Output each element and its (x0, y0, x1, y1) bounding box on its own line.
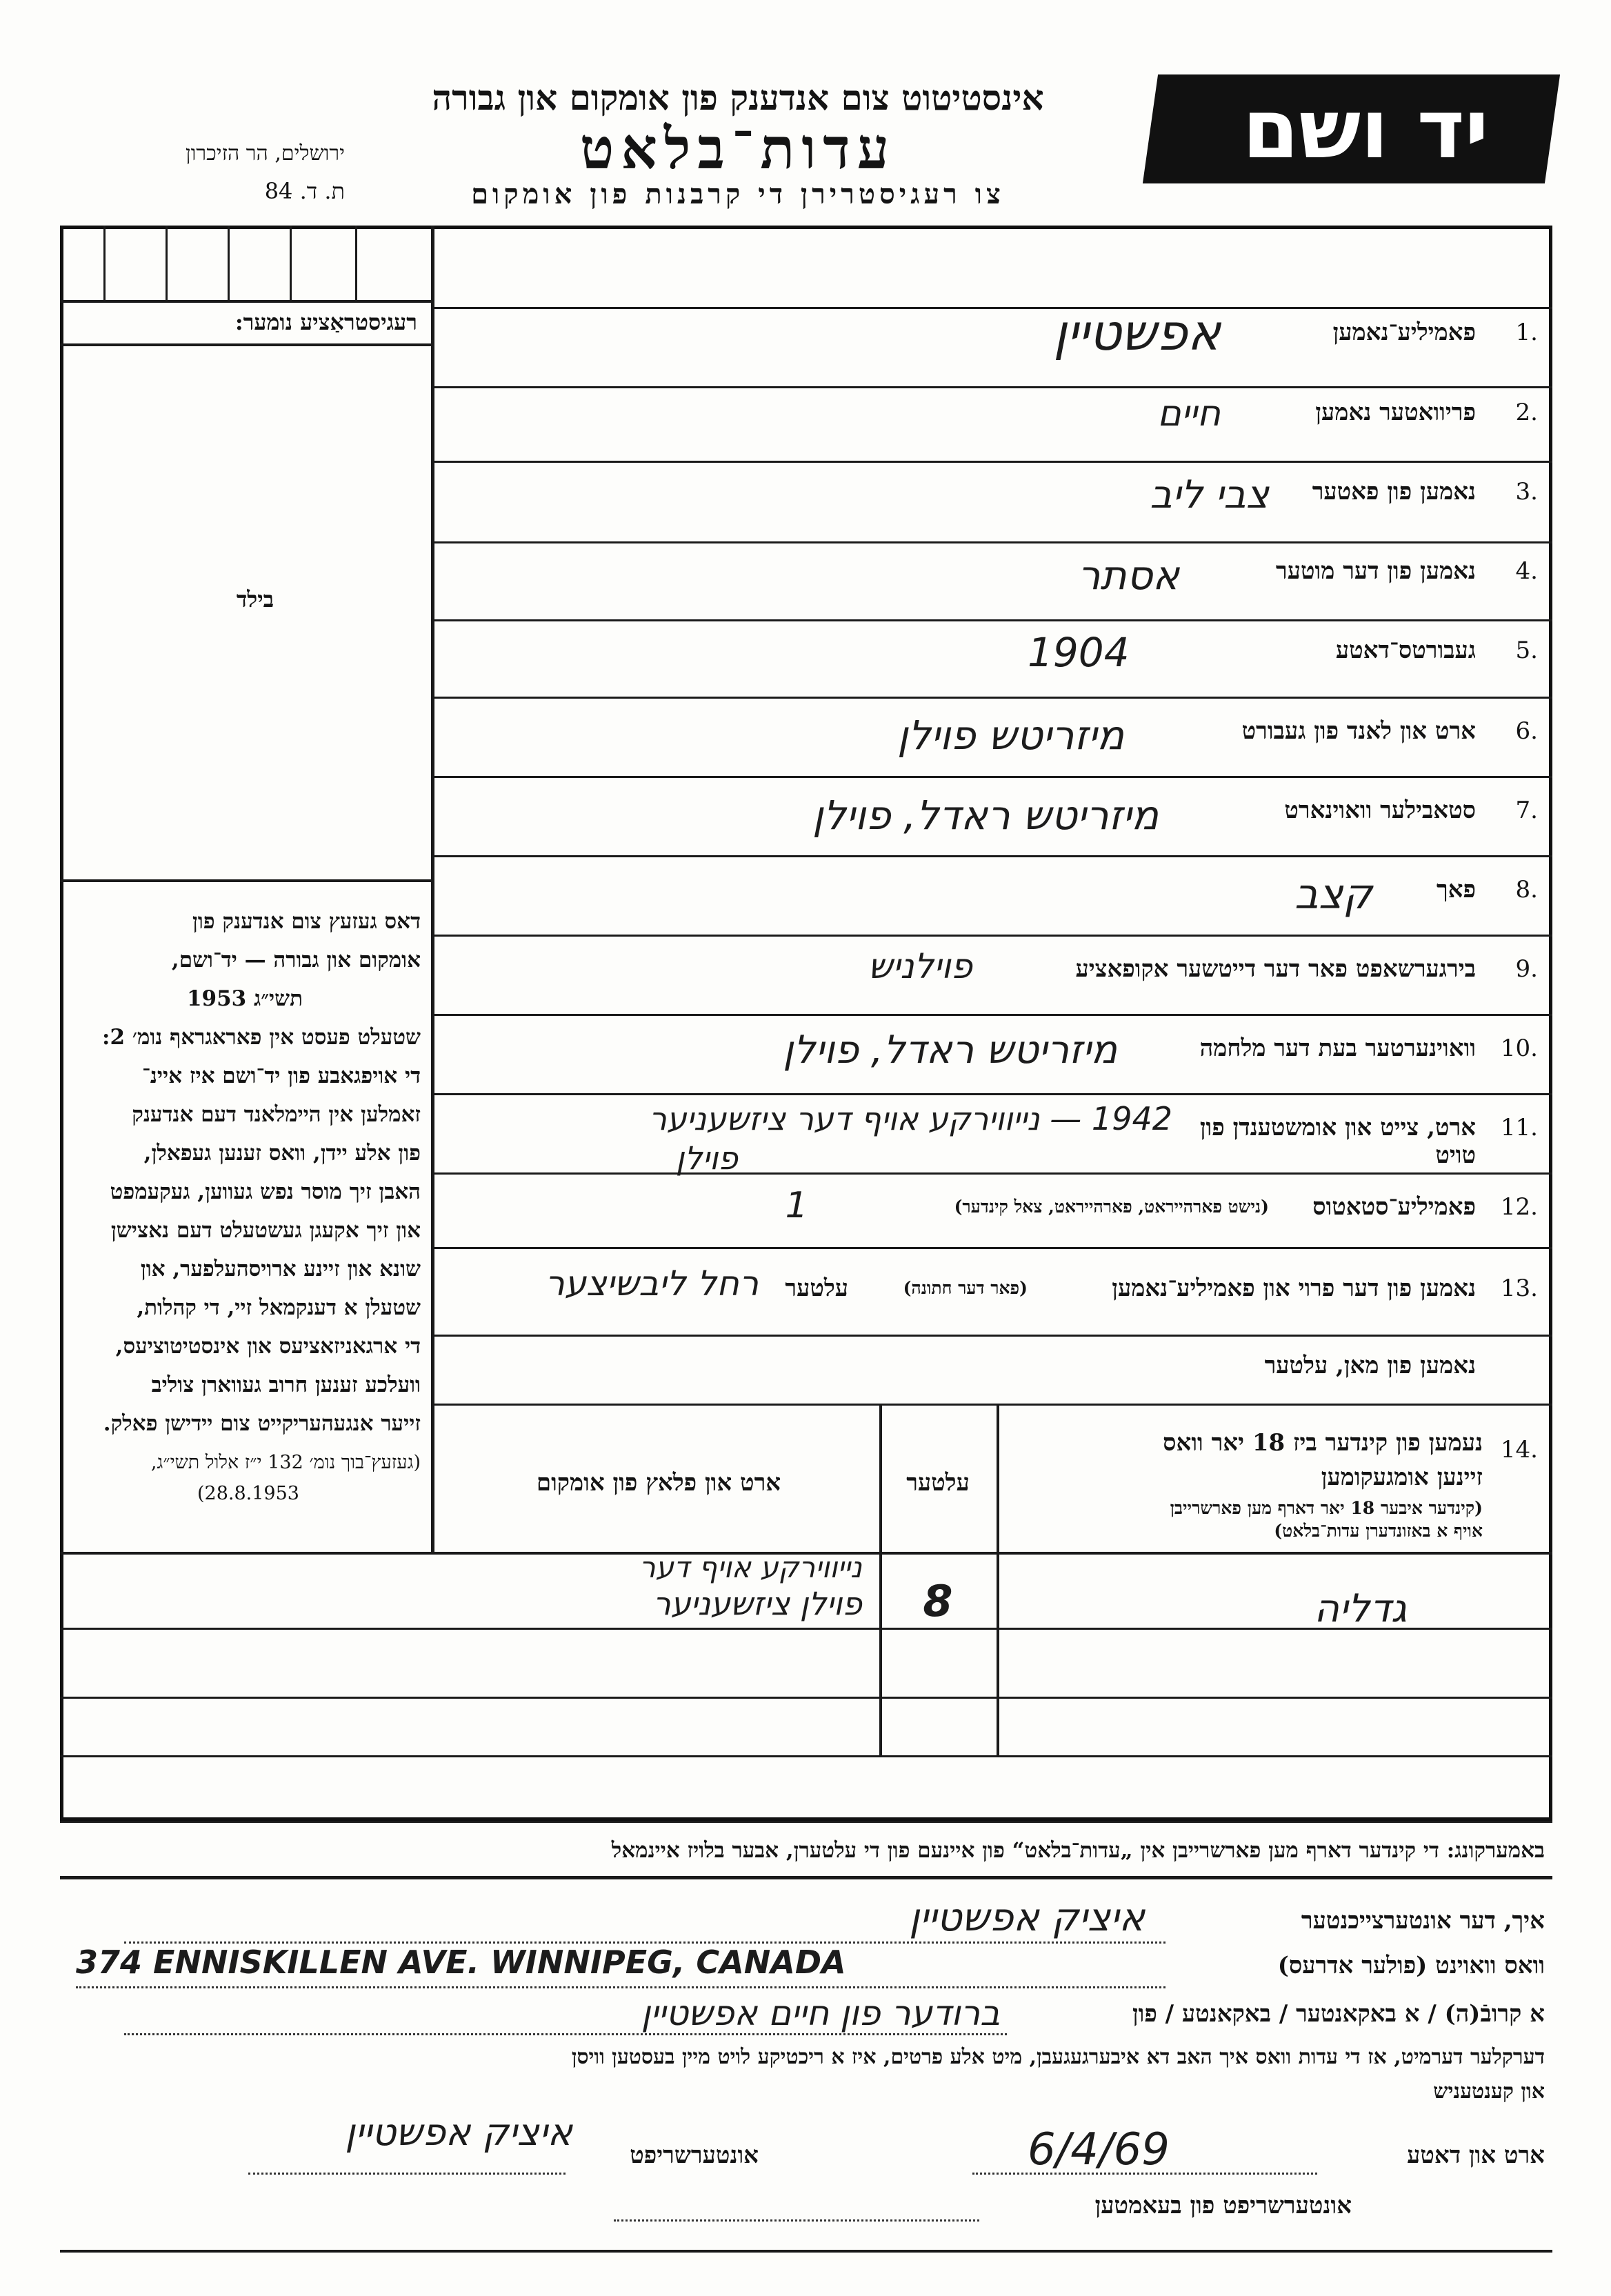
law-line: און זיך אקעגן געשטעלט דעם נאצישן (110, 1218, 421, 1243)
official-signature-label: אונטערשריפט פון בעאמטען (1094, 2192, 1352, 2219)
field-label-wife-name: נאמען פון דער פרוי און פאמיליע־נאמען (1112, 1275, 1476, 1302)
declarant-address-dots (76, 1986, 1165, 1988)
children-header-names-2: זיינען אומגעקומען (1321, 1464, 1483, 1491)
field-label-first-name: פריוואטער נאמען (1315, 399, 1476, 426)
law-line: זאמלען אין היימלאנד דעם אנדענק (132, 1102, 421, 1127)
field-value-profession[interactable]: קצב (1294, 870, 1372, 919)
reg-box-div (166, 226, 168, 300)
children-header-names: נעמען פון קינדער ביז 18 יאר וואס (1163, 1429, 1483, 1457)
field-label-profession: פאך (1436, 876, 1476, 904)
law-reference: (געזעץ־בוך נומ׳ 132 י״ז אלול תשי״ג, (150, 1452, 421, 1473)
children-header-age: עלטער (906, 1469, 970, 1497)
law-line: אומקום און גבורה — יד־ושם, (171, 948, 421, 972)
photo-label: בילד (236, 586, 274, 612)
signature-label: אונטערשריפט (630, 2142, 759, 2169)
yad-vashem-logo: יד ושם (1242, 81, 1489, 177)
field-number: 3. (1515, 478, 1538, 506)
photo-box-bottom (60, 879, 432, 882)
field-number: 2. (1515, 399, 1538, 426)
field-value-family-name[interactable]: אפשטיין (1053, 303, 1221, 361)
row-line (434, 697, 1552, 699)
field-number: 13. (1500, 1275, 1538, 1302)
declarant-relation-label: א קרובֿ(ה) / א באקאנטער / באקאנטע / פון (1132, 2000, 1545, 2028)
place-date-value[interactable]: 6/4/69 (1028, 2124, 1170, 2175)
field-label-husband-name: נאמען פון מאן, עלטער (1264, 1352, 1476, 1379)
row-line (434, 776, 1552, 778)
children-header-note: (קינדער איבער 18 יאר דארף מען פארשרייבן (1170, 1498, 1483, 1518)
field-note-wife-name: (פאר דער חתונה) (903, 1278, 1028, 1298)
page-title: עדות־בלאט (579, 116, 897, 182)
law-line: שטעלן א דענקמאל זיי, די קהלות, (137, 1295, 421, 1320)
field-note-family-status: (נישט פארהייראט, פארהייראט, צאל קינדער) (954, 1197, 1269, 1217)
registration-number-label: רעגיסטראַציע נומער: (234, 309, 417, 335)
declarant-relation[interactable]: ברודער פון חיים אפשטיין (641, 1993, 1000, 2033)
field-number: 14. (1500, 1436, 1538, 1464)
row-line (434, 935, 1552, 937)
field-label-citizenship: בירגערשאפט פאר דער דייטשער אקופאציע (1075, 955, 1476, 983)
law-line: האבן זיך מוסר נפש געווען, געקעמפט (110, 1179, 421, 1204)
declarant-address[interactable]: 374 ENNISKILLEN AVE. WINNIPEG, CANADA (76, 1944, 846, 1981)
form-bottom-border (60, 2250, 1552, 2253)
field-value-wartime-residence[interactable]: מיזריטש ראדל, פוילן (783, 1028, 1117, 1072)
child-name[interactable]: גדליה (1314, 1586, 1407, 1631)
place-date-label: ארט און דאטע (1407, 2142, 1545, 2169)
field-label-birthplace: ארט און לאנד פון געבורט (1241, 717, 1476, 745)
field-number: 7. (1515, 797, 1538, 824)
remark-top-line (60, 1821, 1552, 1823)
reg-box-div (290, 226, 292, 300)
field-label-residence: סטאבילער וואוינארט (1284, 797, 1476, 824)
law-line: די אויפגאבע פון יד־ושם איז איינ־ (141, 1064, 421, 1088)
declarant-relation-dots (124, 2033, 1007, 2035)
city-address: ירושלים, הר הזיכרון (186, 141, 345, 166)
field-value-father-name[interactable]: צבי ליב (1150, 472, 1269, 517)
declarant-name[interactable]: איציק אפשטיין (909, 1895, 1145, 1940)
children-header-place: ארט און פלאץ פון אומקום (536, 1469, 781, 1497)
table-col-divider (879, 1404, 882, 1755)
row-line (434, 1093, 1552, 1095)
law-line: וועלכע זענען חרוב געווארן צוליב (151, 1372, 421, 1397)
law-line: די ארגאניזאציעס און אינסטיטוציעס, (115, 1334, 421, 1359)
row-line (434, 855, 1552, 857)
field-value-citizenship[interactable]: פוילניש (868, 946, 972, 986)
law-line: פון אלע יידן, וואס זענען געפאלן, (143, 1141, 421, 1166)
row-line (434, 1014, 1552, 1016)
reg-box-div (355, 226, 357, 300)
table-col-divider (997, 1404, 999, 1755)
child-death-place-2[interactable]: פוילן ציזשעניער (652, 1585, 862, 1622)
reg-label-bottom (60, 343, 432, 346)
field-label-family-name: פאמיליע־נאמען (1332, 319, 1476, 346)
law-line: זייער אנגעהעריקייט צום יידישן פאלק. (103, 1411, 421, 1436)
field-label-father-name: נאמען פון פאטער (1312, 478, 1476, 506)
field-label-family-status: פאמיליע־סטאטוס (1312, 1193, 1476, 1221)
children-header-note-2: אויף א באזונדערן עדות־בלאט) (1274, 1521, 1483, 1541)
remark-bottom-line (60, 1876, 1552, 1879)
field-number: 5. (1515, 637, 1538, 664)
reg-box-div (228, 226, 230, 300)
field-label-death-circumstances: ארט, צייט און אומשטענדן פון טויט (1199, 1114, 1476, 1169)
row-line (434, 1247, 1552, 1249)
field-number: 6. (1515, 717, 1538, 745)
table-row-line (60, 1697, 1552, 1699)
declaration-text: דערקלער דערמיט, אז די עדות וואס איך האב דא איבערגעגעבן, מיט אלע פרטים, איז א ריכטיקע לויט מיין בעסטען וויסן (571, 2045, 1545, 2069)
signature-value[interactable]: איציק אפשטיין (345, 2110, 572, 2154)
official-signature-dots (614, 2219, 979, 2222)
remark-text: באמערקונג: די קינדער דארף מען פארשרייבן אין „עדות־בלאט“ פון איינעם פון די עלטערן, אבער בלויז איינמאל (611, 1838, 1545, 1863)
declaration-text-2: און קענטעניש (1433, 2079, 1545, 2104)
field-number: 1. (1515, 319, 1538, 346)
reg-box-div (103, 226, 106, 300)
field-label-birth-date: געבורטס־דאטע (1335, 637, 1476, 664)
field-number: 8. (1515, 876, 1538, 904)
table-row-line (60, 1755, 1552, 1757)
field-label-wartime-residence: וואוינערטער בעת דער מלחמה (1199, 1035, 1476, 1062)
field-value-residence[interactable]: מיזריטש ראדל, פוילן (812, 792, 1159, 839)
field-value-wife-name[interactable]: רחל ליבשיצער (545, 1264, 759, 1304)
row-line (434, 386, 1552, 388)
field-value-birth-date[interactable]: 1904 (1028, 629, 1130, 676)
field-label-mother-name: נאמען פון דער מוטער (1276, 557, 1476, 585)
field-number: 10. (1500, 1035, 1538, 1062)
row-line (434, 1404, 1552, 1406)
field-value-death-circumstances[interactable]: 1942 — נייווירקע אויף דער ציזשעניער (648, 1100, 1172, 1137)
child-death-place[interactable]: נייווירקע אויף דער (639, 1550, 862, 1584)
field-value-birthplace[interactable]: מיזריטש פוילן (897, 712, 1124, 759)
field-number: 9. (1515, 955, 1538, 983)
field-number: 12. (1500, 1193, 1538, 1221)
law-line: שונא און זיינע ארויסהעלפער, און (140, 1257, 421, 1281)
field-number: 11. (1500, 1114, 1538, 1141)
field-value-death-place[interactable]: פוילן (675, 1139, 738, 1177)
institute-name: אינסטיטוט צום אנדענק פון אומקום און גבורה (432, 77, 1044, 118)
field-label-age: עלטער (785, 1275, 848, 1302)
row-line (434, 1335, 1552, 1337)
field-value-mother-name[interactable]: אסתר (1077, 552, 1179, 599)
row-line (434, 461, 1552, 463)
signature-dots (248, 2173, 566, 2175)
field-number: 4. (1515, 557, 1538, 585)
row-line (434, 541, 1552, 543)
declarant-address-label: וואס וואוינט (פולער אדרעס) (1277, 1952, 1545, 1979)
law-line: תשי״ג 1953 (186, 986, 303, 1011)
law-text (69, 902, 421, 1443)
child-age[interactable]: 8 (923, 1576, 953, 1626)
law-reference-date: (28.8.1953 (197, 1483, 299, 1504)
declarant-name-label: איך, דער אונטערצייכנטער (1301, 1907, 1545, 1935)
field-value-first-name[interactable]: חיים (1157, 393, 1221, 435)
row-line (434, 619, 1552, 621)
field-value-family-status[interactable]: 1 (785, 1185, 808, 1226)
po-box: ת. ד. 84 (264, 178, 345, 204)
reg-box-bottom (60, 300, 432, 303)
page-subtitle: צו רעגיסטרירן די קרבנות פון אומקום (471, 178, 1005, 210)
law-line: שטעלט פעסט אין פאראגראף נומ׳ 2: (101, 1025, 421, 1050)
law-line: דאס געזעץ צום אנדענק פון (192, 909, 421, 934)
sidebar-divider (431, 226, 434, 1553)
